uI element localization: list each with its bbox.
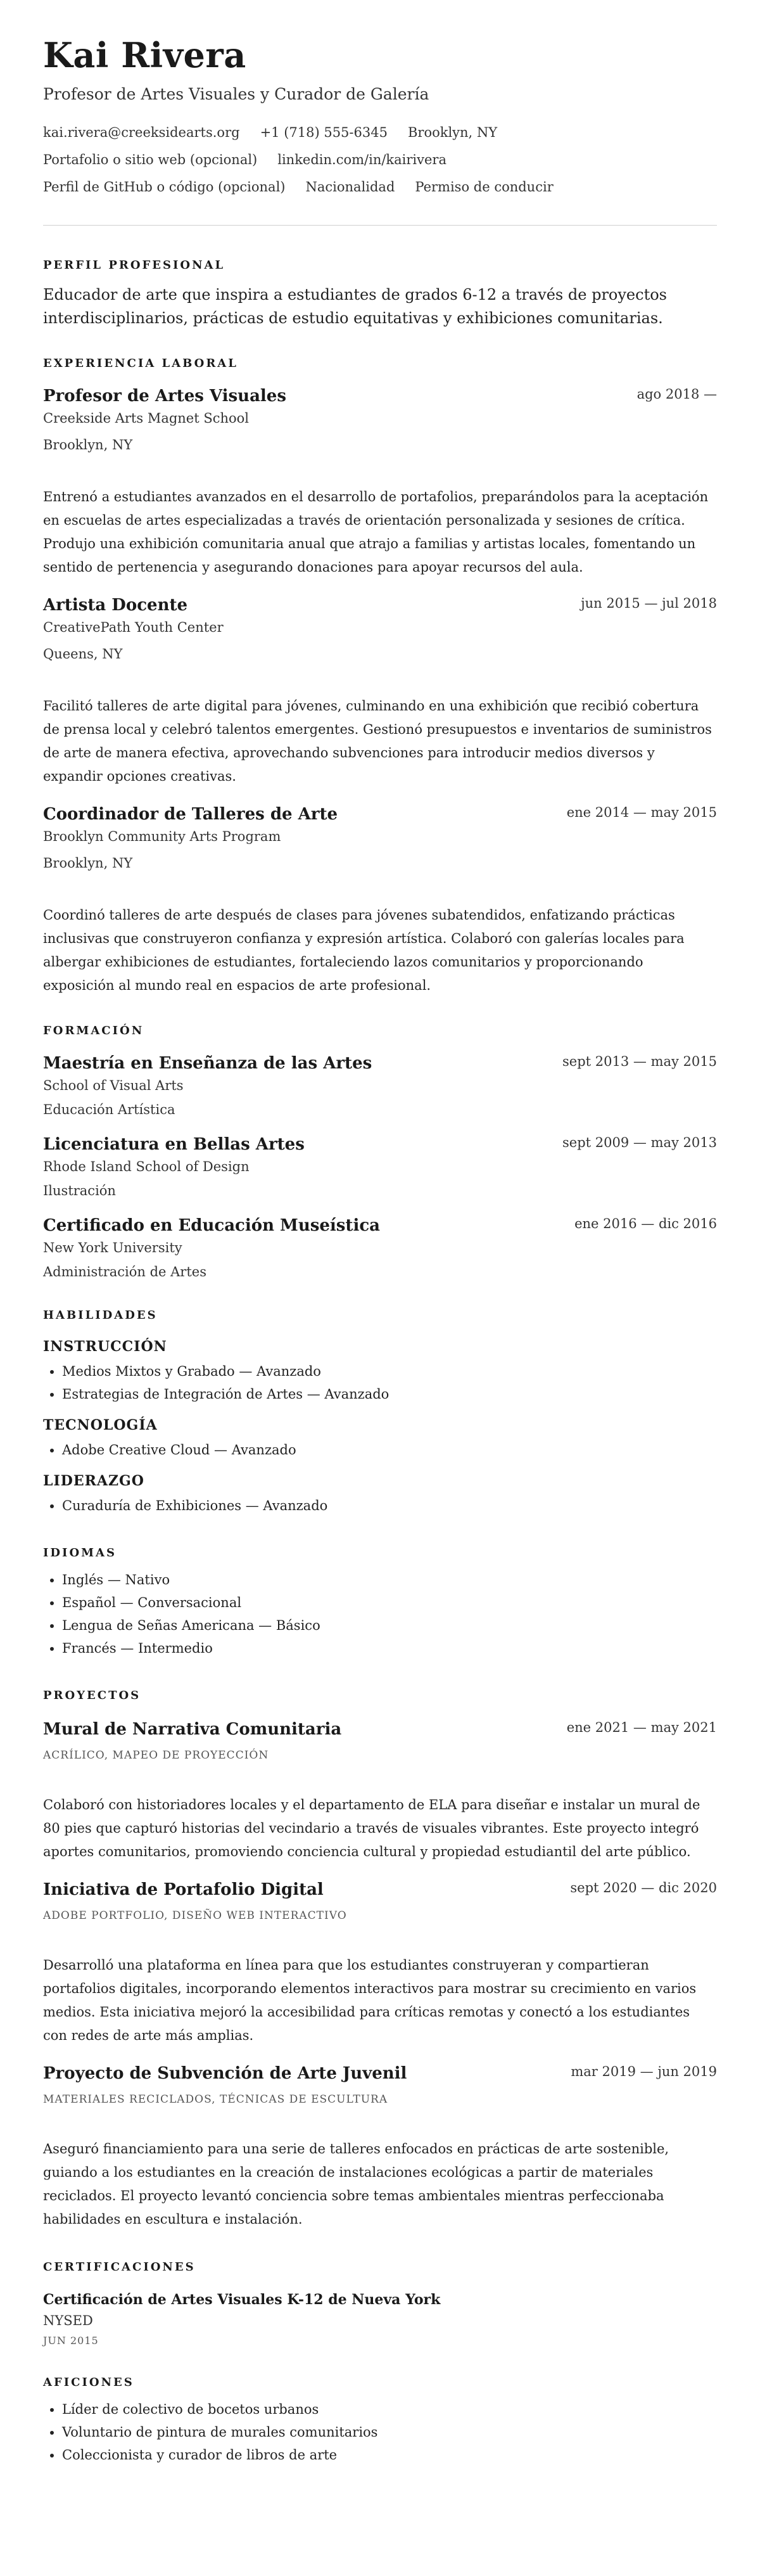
certification-title: Certificación de Artes Visuales K-12 de Nueva York (43, 2291, 441, 2309)
job-dates: ago 2018 — (636, 387, 717, 402)
profile-summary: Educador de arte que inspira a estudiantes de grados 6-12 a través de proyectos interdisciplinarios, prácticas de estudio equitativas y exhibiciones comunitarias. (43, 286, 667, 328)
language-item: • Inglés — Nativo (62, 1568, 717, 1591)
contact-row (43, 152, 717, 167)
school-name: New York University (43, 1240, 182, 1256)
skill-category (43, 1338, 717, 1406)
nationality-text: Nacionalidad (305, 179, 395, 195)
section-title: IDIOMAS (43, 1546, 117, 1560)
skill-item: • Estrategias de Integración de Artes — Avanzado (62, 1383, 717, 1406)
project-description: Colaboró con historiadores locales y el departamento de ELA para diseñar e instalar un mural de 80 pies que capturó historias del vecindario a través de visuales vibrantes. Este proyecto integró aportes comunitarios, promoviendo conciencia cultural y propiedad estudiantil del arte público. (43, 1797, 700, 1860)
experience-section (43, 357, 717, 997)
job-org: Creekside Arts Magnet School (43, 411, 250, 426)
job-description: Coordinó talleres de arte después de clases para jóvenes subatendidos, enfatizando prácticas inclusivas que construyeron confianza y expresión artística. Colaboró con galerías locales para albergar exhibiciones de estudiantes, fortaleciendo lazos comunitarios y proporcionando exposición al mundo real en espacios de arte profesional. (43, 907, 685, 994)
education-entry (43, 1054, 717, 1117)
skill-category-title: INSTRUCCIÓN (43, 1338, 167, 1355)
certification-entry (43, 2291, 717, 2347)
location-text: Brooklyn, NY (407, 125, 498, 141)
job-description: Entrenó a estudiantes avanzados en el desarrollo de portafolios, preparándolos para la aceptación en escuelas de artes especializadas a través de orientación personalizada y sesiones de crítica. Produjo una exhibición comunitaria anual que atrajo a familias y artistas locales, fomentando un sentido de pertenencia y asegurando donaciones para apoyar recursos del aula. (43, 489, 709, 575)
project-entry (43, 2064, 717, 2231)
resume-header (43, 35, 717, 195)
experience-entry (43, 387, 717, 579)
job-dates: ene 2014 — may 2015 (566, 805, 717, 821)
job-title: Coordinador de Talleres de Arte (43, 805, 338, 824)
section-title: PERFIL PROFESIONAL (43, 259, 225, 272)
skill-category (43, 1417, 717, 1461)
degree-dates: ene 2016 — dic 2016 (574, 1216, 717, 1232)
section-title: AFICIONES (43, 2376, 134, 2390)
projects-section (43, 1689, 717, 2231)
certification-issuer: NYSED (43, 2313, 93, 2329)
project-entry (43, 1720, 717, 1864)
github-link[interactable]: Perfil de GitHub o código (opcional) (43, 179, 286, 195)
hobby-item: • Coleccionista y curador de libros de arte (62, 2444, 717, 2466)
candidate-headline: Profesor de Artes Visuales y Curador de Galería (43, 85, 429, 104)
project-entry (43, 1880, 717, 2047)
project-description: Aseguró financiamiento para una serie de talleres enfocados en prácticas de arte sostenible, guiando a los estudiantes en la creación de instalaciones ecológicas a partir de materiales reciclados. El proyecto levantó conciencia sobre temas ambientales mientras perfeccionaba habilidades en escultura e instalación. (43, 2141, 669, 2227)
linkedin-link[interactable]: linkedin.com/in/kairivera (277, 152, 446, 168)
hobby-item: • Líder de colectivo de bocetos urbanos (62, 2398, 717, 2421)
project-title: Iniciativa de Portafolio Digital (43, 1880, 324, 1900)
section-title: PROYECTOS (43, 1689, 141, 1703)
skills-section (43, 1309, 717, 1517)
job-location: Brooklyn, NY (43, 855, 133, 871)
skill-category-title: TECNOLOGÍA (43, 1417, 158, 1434)
job-org: Brooklyn Community Arts Program (43, 829, 281, 845)
contact-row (43, 125, 717, 140)
degree-dates: sept 2009 — may 2013 (562, 1135, 717, 1151)
header-divider (43, 225, 717, 226)
degree-dates: sept 2013 — may 2015 (562, 1054, 717, 1070)
job-title: Artista Docente (43, 596, 188, 615)
skill-item: • Medios Mixtos y Grabado — Avanzado (62, 1360, 717, 1383)
project-dates: sept 2020 — dic 2020 (570, 1880, 717, 1896)
language-list (43, 1568, 717, 1660)
school-name: Rhode Island School of Design (43, 1159, 250, 1175)
project-title: Proyecto de Subvención de Arte Juvenil (43, 2064, 407, 2084)
skill-item: • Curaduría de Exhibiciones — Avanzado (62, 1494, 717, 1517)
degree-field: Ilustración (43, 1183, 116, 1199)
project-tech: MATERIALES RECICLADOS, TÉCNICAS DE ESCULTURA (43, 2093, 388, 2106)
hobbies-section (43, 2376, 717, 2466)
certifications-section (43, 2260, 717, 2347)
email-link[interactable]: kai.rivera@creeksidearts.org (43, 125, 240, 141)
language-item: • Lengua de Señas Americana — Básico (62, 1614, 717, 1637)
language-item: • Francés — Intermedio (62, 1637, 717, 1660)
job-title: Profesor de Artes Visuales (43, 387, 286, 406)
project-dates: ene 2021 — may 2021 (566, 1720, 717, 1736)
education-entry (43, 1216, 717, 1279)
languages-section (43, 1546, 717, 1660)
skill-item: • Adobe Creative Cloud — Avanzado (62, 1439, 717, 1461)
project-tech: ADOBE PORTFOLIO, DISEÑO WEB INTERACTIVO (43, 1909, 347, 1923)
skill-category-title: LIDERAZGO (43, 1473, 144, 1490)
job-description: Facilitó talleres de arte digital para jóvenes, culminando en una exhibición que recibió cobertura de prensa local y celebró talentos emergentes. Gestionó presupuestos e inventarios de suministros de arte de manera efectiva, aprovechando subvenciones para introducir medios diversos y expandir opciones creativas. (43, 698, 712, 785)
degree-title: Licenciatura en Bellas Artes (43, 1135, 305, 1155)
section-title: HABILIDADES (43, 1309, 158, 1323)
project-tech: ACRÍLICO, MAPEO DE PROYECCIÓN (43, 1749, 269, 1762)
skill-list (43, 1439, 717, 1461)
hobby-item: • Voluntario de pintura de murales comunitarios (62, 2421, 717, 2444)
portfolio-link[interactable]: Portafolio o sitio web (opcional) (43, 152, 258, 168)
degree-field: Administración de Artes (43, 1264, 206, 1280)
section-title: CERTIFICACIONES (43, 2260, 196, 2274)
certification-date: JUN 2015 (43, 2335, 99, 2347)
section-title: EXPERIENCIA LABORAL (43, 357, 238, 371)
phone-link[interactable]: +1 (718) 555-6345 (260, 125, 388, 141)
school-name: School of Visual Arts (43, 1078, 184, 1094)
job-location: Brooklyn, NY (43, 437, 133, 453)
project-dates: mar 2019 — jun 2019 (571, 2064, 717, 2080)
job-org: CreativePath Youth Center (43, 620, 224, 636)
experience-entry (43, 805, 717, 997)
job-location: Queens, NY (43, 646, 123, 662)
license-text: Permiso de conducir (415, 179, 554, 195)
skill-category (43, 1473, 717, 1517)
project-description: Desarrolló una plataforma en línea para que los estudiantes construyeran y compartieran portafolios digitales, incorporando elementos interactivos para mostrar su crecimiento en varios medios. Esta iniciativa mejoró la accesibilidad para críticas remotas y conectó a los estudiantes con redes de arte más amplias. (43, 1958, 697, 2044)
education-section (43, 1024, 717, 1279)
profile-section (43, 259, 717, 330)
skill-list (43, 1360, 717, 1406)
hobby-list (43, 2398, 717, 2466)
experience-entry (43, 596, 717, 788)
job-dates: jun 2015 — jul 2018 (581, 596, 717, 612)
education-entry (43, 1135, 717, 1198)
degree-title: Maestría en Enseñanza de las Artes (43, 1054, 372, 1073)
degree-field: Educación Artística (43, 1102, 175, 1118)
contact-row (43, 179, 717, 195)
section-title: FORMACIÓN (43, 1024, 144, 1038)
candidate-name: Kai Rivera (43, 35, 246, 75)
skill-list (43, 1494, 717, 1517)
language-item: • Español — Conversacional (62, 1591, 717, 1614)
project-title: Mural de Narrativa Comunitaria (43, 1720, 342, 1740)
degree-title: Certificado en Educación Museística (43, 1216, 380, 1236)
